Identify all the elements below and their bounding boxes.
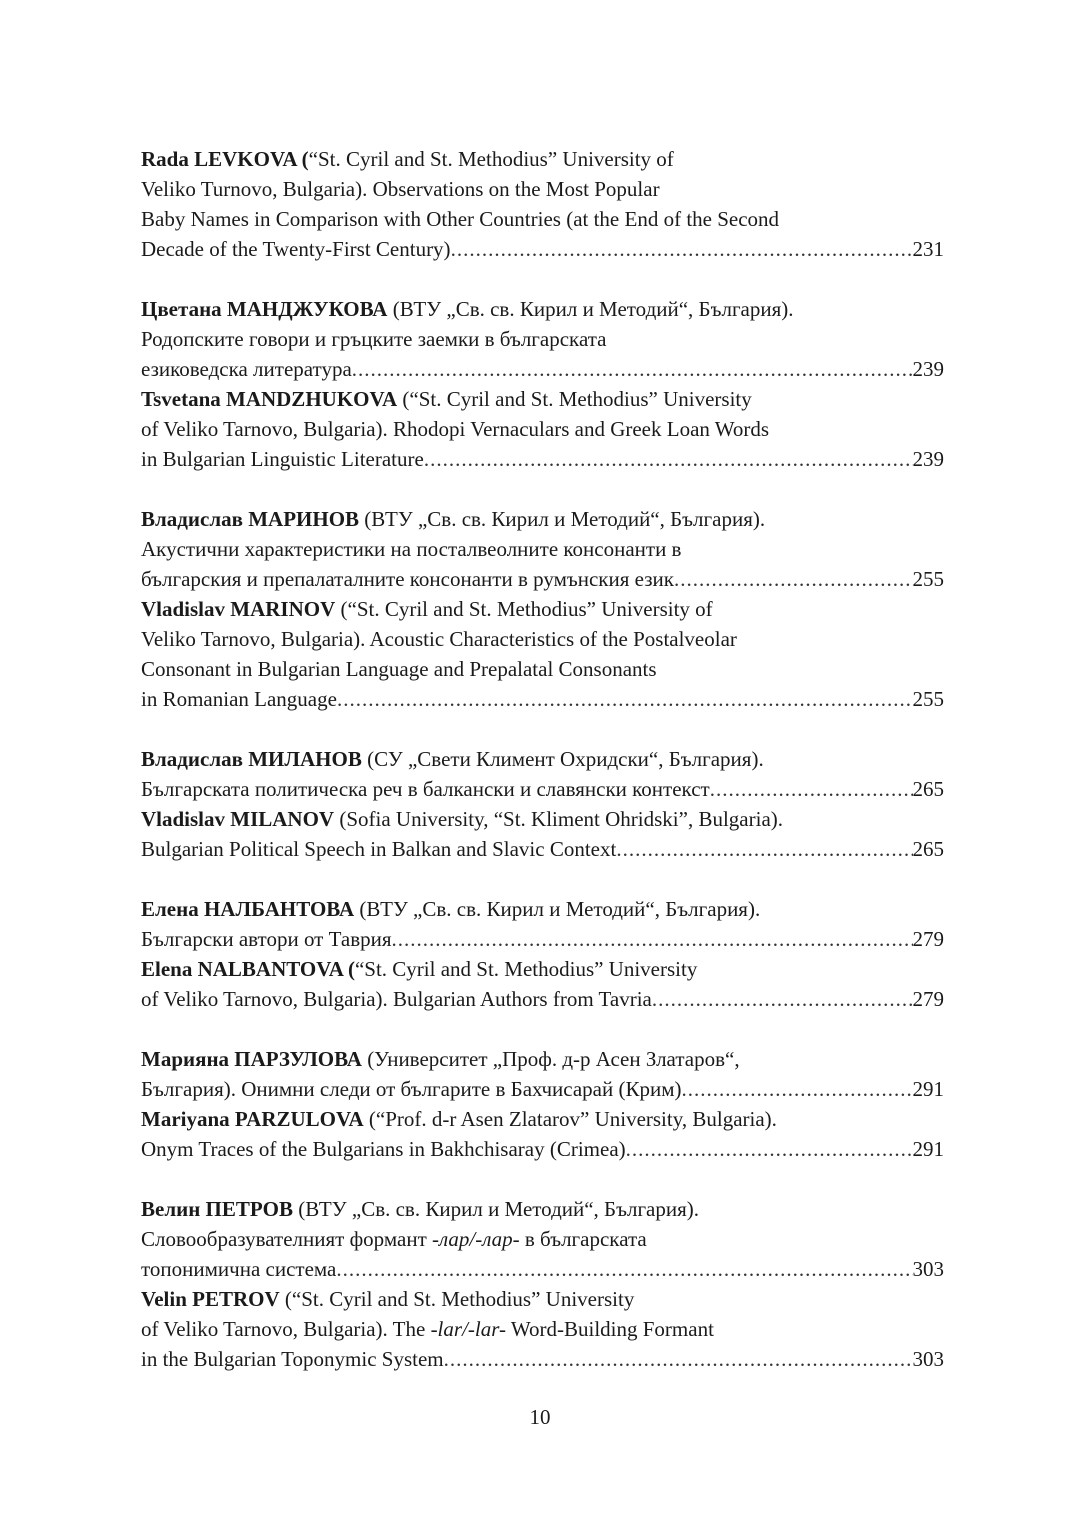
toc-line (141, 894, 944, 924)
entry-text: Български автори от Таврия (141, 927, 392, 951)
dot-leader (616, 834, 912, 864)
dot-leader (424, 444, 913, 474)
toc-line-text (141, 774, 710, 804)
page-ref: 255 (912, 687, 944, 711)
toc-entry (141, 744, 944, 864)
toc-line-with-page (141, 1344, 944, 1374)
entry-text: Акустични характеристики на посталвеолните консонанти в (141, 537, 682, 561)
toc-entry (141, 144, 944, 264)
dot-leader (451, 234, 913, 264)
toc-entry (141, 504, 944, 714)
toc-line (141, 1104, 944, 1134)
author-name: Tsvetana MANDZHUKOVA (141, 387, 398, 411)
toc-line-with-page (141, 774, 944, 804)
entry-text: (ВТУ „Св. св. Кирил и Методий“, България). (354, 897, 761, 921)
toc-line-with-page (141, 1134, 944, 1164)
entry-text: (“Prof. d-r Asen Zlatarov” University, Bulgaria). (363, 1107, 777, 1131)
entry-text: Decade of the Twenty-First Century) (141, 237, 451, 261)
entry-text: in Bulgarian Linguistic Literature (141, 447, 424, 471)
toc-line (141, 294, 944, 324)
entry-text: в българската (519, 1227, 647, 1251)
toc-line (141, 204, 944, 234)
toc-line (141, 324, 944, 354)
dot-leader (682, 1074, 913, 1104)
toc-line-text (141, 234, 451, 264)
page-ref: 279 (912, 987, 944, 1011)
dot-leader (337, 684, 913, 714)
author-name: Марияна ПАРЗУЛОВА (141, 1047, 362, 1071)
toc-line-with-page (141, 924, 944, 954)
toc-line (141, 624, 944, 654)
toc-line-text (141, 354, 352, 384)
dot-leader (392, 924, 913, 954)
entry-text: (ВТУ „Св. св. Кирил и Методий“, България). (387, 297, 794, 321)
toc-line-text (141, 1074, 682, 1104)
entry-text: (ВТУ „Св. св. Кирил и Методий“, България). (292, 1197, 700, 1221)
dot-leader (652, 984, 913, 1014)
author-name: Mariyana PARZULOVA (141, 1107, 364, 1131)
toc-line (141, 174, 944, 204)
author-name: Elena NALBANTOVA ( (141, 957, 355, 981)
entry-text: (Университет „Проф. д-р Асен Златаров“, (361, 1047, 740, 1071)
author-name: Velin PETROV (141, 1287, 280, 1311)
italic-term: -lar/-lar- (430, 1317, 506, 1341)
entry-text: Словообразувателният формант (141, 1227, 432, 1251)
entry-text: Word-Building Formant (505, 1317, 714, 1341)
author-name: Елена НАЛБАНТОВА (141, 897, 355, 921)
dot-leader (336, 1254, 912, 1284)
page-ref: 255 (912, 567, 944, 591)
page-ref: 265 (912, 777, 944, 801)
entry-text: Veliko Tarnovo, Bulgaria). Acoustic Characteristics of the Postalveolar (141, 627, 737, 651)
toc-line (141, 384, 944, 414)
toc-line (141, 144, 944, 174)
toc-line-text (141, 444, 424, 474)
toc-line-with-page (141, 564, 944, 594)
toc-line (141, 1224, 944, 1254)
toc-line (141, 1194, 944, 1224)
toc-line-text (141, 1134, 626, 1164)
entry-text: Consonant in Bulgarian Language and Prepalatal Consonants (141, 657, 657, 681)
toc-line-text (141, 834, 616, 864)
toc-line-text (141, 684, 337, 714)
entry-text: of Veliko Tarnovo, Bulgaria). The (141, 1317, 431, 1341)
toc-entry (141, 894, 944, 1014)
toc-line-text (141, 924, 392, 954)
entry-text: топонимична система (141, 1257, 337, 1281)
entry-text: (ВТУ „Св. св. Кирил и Методий“, България). (359, 507, 766, 531)
entry-text: of Veliko Tarnovo, Bulgaria). Bulgarian Authors from Tavria (141, 987, 652, 1011)
toc-line-with-page (141, 1074, 944, 1104)
entry-text: Bulgarian Political Speech in Balkan and Slavic Context (141, 837, 617, 861)
entry-text: (“St. Cyril and St. Methodius” University (279, 1287, 635, 1311)
dot-leader (444, 1344, 913, 1374)
entry-text: “St. Cyril and St. Methodius” University of (308, 147, 674, 171)
toc-line-text (141, 1344, 444, 1374)
page-ref: 303 (912, 1347, 944, 1371)
toc-line (141, 414, 944, 444)
page-ref: 303 (912, 1257, 944, 1281)
toc-line-text (141, 1254, 336, 1284)
author-name: Велин ПЕТРОВ (141, 1197, 293, 1221)
entry-text: “St. Cyril and St. Methodius” University (354, 957, 698, 981)
entry-text: Родопските говори и гръцките заемки в българската (141, 327, 607, 351)
italic-term: -лар/-лар- (432, 1227, 520, 1251)
entry-text: Baby Names in Comparison with Other Countries (at the End of the Second (141, 207, 780, 231)
author-name: Цветана МАНДЖУКОВА (141, 297, 388, 321)
page-ref: 239 (912, 447, 944, 471)
page-ref: 239 (912, 357, 944, 381)
toc-line (141, 1044, 944, 1074)
toc-line (141, 1314, 944, 1344)
dot-leader (626, 1134, 913, 1164)
toc-line-with-page (141, 984, 944, 1014)
entry-text: (“St. Cyril and St. Methodius” University (397, 387, 752, 411)
entry-text: (“St. Cyril and St. Methodius” University of (335, 597, 713, 621)
page-ref: 291 (912, 1077, 944, 1101)
toc-entry (141, 1194, 944, 1374)
entry-text: Българската политическа реч в балкански и славянски контекст (141, 777, 710, 801)
table-of-contents (141, 144, 944, 1374)
entry-text: in the Bulgarian Toponymic System (141, 1347, 444, 1371)
page-ref: 265 (912, 837, 944, 861)
toc-line-with-page (141, 684, 944, 714)
author-name: Vladislav MARINOV (141, 597, 336, 621)
toc-line-text (141, 984, 652, 1014)
toc-line (141, 504, 944, 534)
page-number: 10 (529, 1405, 551, 1429)
dot-leader (710, 774, 913, 804)
toc-line (141, 954, 944, 984)
toc-line (141, 534, 944, 564)
toc-line-text (141, 564, 674, 594)
author-name: Rada LEVKOVA ( (141, 147, 309, 171)
toc-line-with-page (141, 354, 944, 384)
toc-line (141, 594, 944, 624)
toc-line-with-page (141, 834, 944, 864)
entry-text: България). Онимни следи от българите в Бахчисарай (Крим) (141, 1077, 682, 1101)
entry-text: езиковедска литература (141, 357, 352, 381)
page-ref: 231 (912, 237, 944, 261)
toc-entry (141, 1044, 944, 1164)
toc-line (141, 744, 944, 774)
entry-text: in Romanian Language (141, 687, 337, 711)
toc-line-with-page (141, 234, 944, 264)
entry-text: (СУ „Свети Климент Охридски“, България). (361, 747, 764, 771)
author-name: Vladislav MILANOV (141, 807, 335, 831)
toc-line (141, 804, 944, 834)
dot-leader (352, 354, 913, 384)
author-name: Владислав МИЛАНОВ (141, 747, 362, 771)
entry-text: Veliko Turnovo, Bulgaria). Observations on the Most Popular (141, 177, 660, 201)
entry-text: of Veliko Tarnovo, Bulgaria). Rhodopi Vernaculars and Greek Loan Words (141, 417, 770, 441)
entry-text: българския и препалаталните консонанти в румънския език (141, 567, 674, 591)
toc-line (141, 1284, 944, 1314)
entry-text: Onym Traces of the Bulgarians in Bakhchisaray (Crimea) (141, 1137, 626, 1161)
dot-leader (674, 564, 913, 594)
entry-text: (Sofia University, “St. Kliment Ohridski”, Bulgaria). (334, 807, 784, 831)
toc-line-with-page (141, 1254, 944, 1284)
toc-line-with-page (141, 444, 944, 474)
author-name: Владислав МАРИНОВ (141, 507, 360, 531)
page-ref: 291 (912, 1137, 944, 1161)
page-ref: 279 (912, 927, 944, 951)
toc-entry (141, 294, 944, 474)
toc-line (141, 654, 944, 684)
